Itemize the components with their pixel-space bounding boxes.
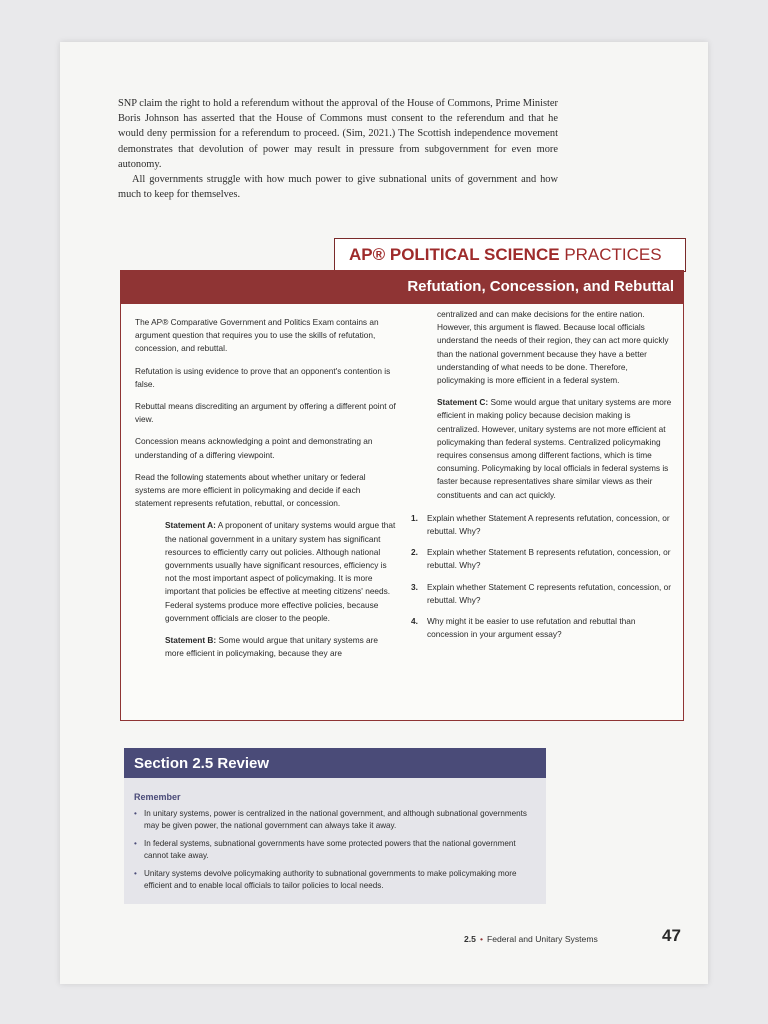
question-item — [411, 581, 673, 607]
statement-a-text: A proponent of unitary systems would argue that the national government in a unitary system has significant resources to efficiently carry out policies. Although national governments usually have significant resources, efficiency is not the most important aspect of policymaking. It is more important that policies be effective at meeting citizens' needs. Federal systems produce more effective policies, because government officials are closer to the people. — [165, 520, 396, 623]
ap-practices-title-box — [334, 238, 686, 272]
question-item — [411, 615, 673, 641]
ap-practices-subtitle: Refutation, Concession, and Rebuttal — [407, 278, 674, 295]
review-item — [134, 808, 534, 833]
statement-a — [135, 519, 397, 625]
section-review-body — [124, 778, 546, 904]
review-item — [134, 868, 534, 893]
review-item-text: In federal systems, subnational governments have some protected powers that the national government cannot take away. — [144, 838, 516, 861]
bullet-icon: • — [134, 868, 137, 878]
ap-paragraph: Concession means acknowledging a point and demonstrating an understanding of a differing viewpoint. — [135, 436, 373, 460]
ap-paragraph: The AP® Comparative Government and Politics Exam contains an argument question that requires you to use the skills of refutation, concession, and rebuttal. — [135, 317, 379, 354]
question-text: Explain whether Statement A represents refutation, concession, or rebuttal. Why? — [427, 512, 670, 537]
review-item-text: In unitary systems, power is centralized in the national government, and although subnational governments may be given power, the national government can always take it away. — [144, 809, 527, 831]
intro-paragraph: All governments struggle with how much power to give subnational units of government and how much to keep for themselves. — [118, 174, 558, 201]
question-number: 2. — [411, 547, 418, 558]
statement-a-label: Statement A: — [165, 520, 216, 531]
question-item — [411, 512, 673, 538]
question-number: 3. — [411, 581, 418, 592]
ap-paragraph: Rebuttal means discrediting an argument by offering a different point of view. — [135, 401, 396, 425]
ap-left-column — [135, 316, 397, 669]
intro-paragraph: SNP claim the right to hold a referendum without the approval of the House of Commons, Prime Minister Boris Johnson has asserted that the House of Commons must consent to the referendum and that he would deny permission for a referendum to proceed. (Sim, 2021.) The Scottish independence movement demonstrates that devolution of power may result in pressure from subgovernment for even more autonomy. — [118, 98, 558, 170]
statement-b-text: Some would argue that unitary systems are more efficient in policymaking, because they are — [165, 635, 379, 659]
statement-c — [437, 396, 673, 502]
page-number: 47 — [662, 926, 681, 945]
intro-text — [118, 96, 558, 202]
question-number: 4. — [411, 616, 418, 627]
section-review-title: Section 2.5 Review — [134, 755, 270, 772]
question-number: 1. — [411, 512, 418, 523]
statement-c-label: Statement C: — [437, 397, 489, 408]
review-list — [134, 808, 534, 897]
footer-separator: • — [479, 934, 483, 944]
question-text: Explain whether Statement B represents refutation, concession, or rebuttal. Why? — [427, 547, 671, 571]
ap-paragraph: Refutation is using evidence to prove that an opponent's contention is false. — [135, 365, 391, 389]
ap-title-regular: PRACTICES — [564, 245, 662, 264]
question-text: Why might it be easier to use refutation and rebuttal than concession in your argument essay? — [427, 616, 636, 640]
question-text: Explain whether Statement C represents refutation, concession, or rebuttal. Why? — [427, 581, 671, 605]
ap-practices-title — [349, 245, 662, 265]
footer-chapter-title: Federal and Unitary Systems — [486, 934, 598, 944]
ap-title-bold: AP® POLITICAL SCIENCE — [349, 245, 560, 264]
ap-practices-body — [120, 304, 684, 721]
question-item — [411, 546, 673, 572]
page-footer — [464, 934, 598, 944]
section-review-header — [124, 748, 546, 778]
bullet-icon: • — [134, 809, 137, 818]
footer-section-number: 2.5 — [464, 934, 476, 944]
ap-right-column — [411, 308, 673, 649]
statement-b-continued: centralized and can make decisions for the entire nation. However, this argument is flawed. Because local officials understand the needs of their region, they can act more quickly than the national government because they have a better understanding of what needs to be done. Therefore, policymaking is more efficient in a federal system. — [437, 309, 669, 386]
review-item-text: Unitary systems devolve policymaking authority to subnational governments to make policymaking more efficient and to enable local officials to tailor policies to local needs. — [144, 868, 517, 891]
statement-b — [135, 634, 397, 660]
ap-practices-banner — [120, 270, 684, 304]
remember-heading: Remember — [134, 792, 181, 802]
bullet-icon: • — [134, 838, 137, 848]
statement-b-label: Statement B: — [165, 635, 217, 646]
ap-paragraph: Read the following statements about whether unitary or federal systems are more efficient in policymaking and decide if each statement represents refutation, rebuttal, or concession. — [135, 471, 366, 509]
textbook-page — [60, 42, 708, 984]
review-item — [134, 838, 534, 863]
statement-c-text: Some would argue that unitary systems are more efficient in making policy because decision making is centralized. However, unitary systems are not more efficient at policymaking than federal systems. Centralized policymaking requires consensus among different factions, which is time consuming. Policymaking by local officials in federal systems is faster because representatives share similar views as their constituents and can act quickly. — [437, 397, 672, 500]
question-list — [411, 512, 673, 642]
